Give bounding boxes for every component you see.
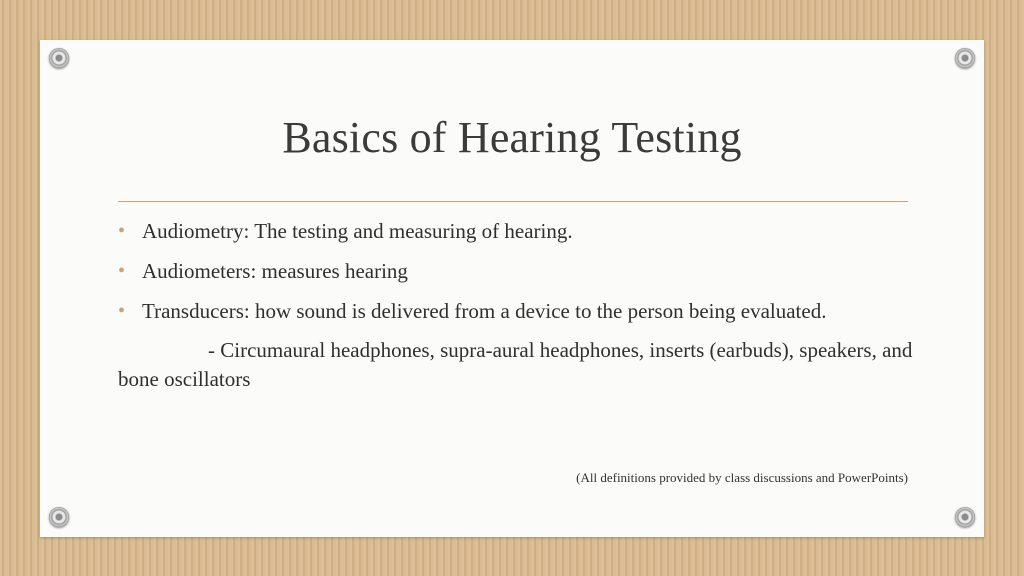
bullet-text: Audiometry: The testing and measuring of hearing.: [142, 219, 573, 243]
thumbtack-icon: [49, 48, 69, 68]
bullet-text: Transducers: how sound is delivered from a device to the person being evaluated.: [142, 299, 827, 323]
slide-content: [118, 218, 918, 394]
bullet-item: [118, 258, 918, 285]
footnote: (All definitions provided by class discussions and PowerPoints): [576, 470, 908, 485]
bullet-list: [118, 218, 918, 325]
thumbtack-icon: [955, 507, 975, 527]
bullet-icon: •: [118, 220, 126, 242]
thumbtack-icon: [955, 48, 975, 68]
thumbtack-icon: [49, 507, 69, 527]
slide-board: [40, 40, 984, 537]
bullet-icon: •: [118, 260, 126, 282]
title-divider: [118, 201, 908, 202]
slide-title: Basics of Hearing Testing: [282, 113, 742, 162]
bullet-item: [118, 218, 918, 245]
bullet-item: [118, 298, 918, 325]
sub-point-text: - Circumaural headphones, supra-aural headphones, inserts (earbuds), speakers, and bone oscillators: [118, 338, 913, 391]
bullet-icon: •: [118, 300, 126, 322]
bullet-text: Audiometers: measures hearing: [142, 259, 408, 283]
